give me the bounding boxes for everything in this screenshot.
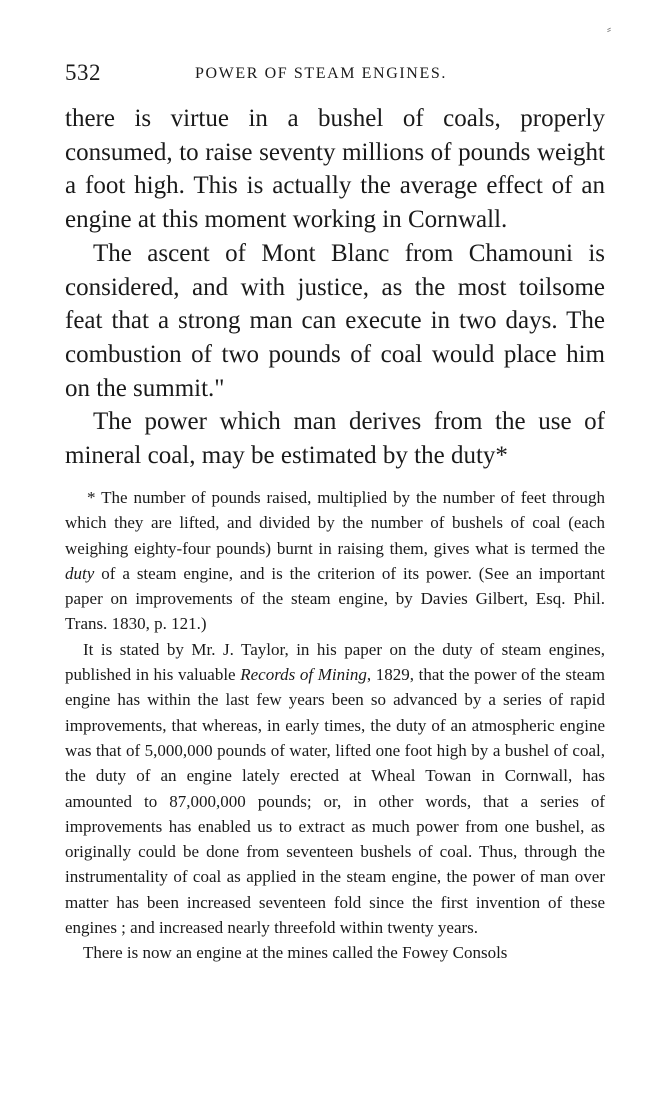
paragraph-3: The power which man derives from the use of mineral coal, may be estimated by the duty* <box>65 408 605 470</box>
footnote-1-text-a: * The number of pounds raised, multiplied by the number of feet through which they are lifted, and divided by the number of bushels of coal (each weighing eighty-four pounds) burnt in raising them, gives what is termed the <box>65 488 605 558</box>
footnote-2 <box>65 637 605 941</box>
page-number: 532 <box>65 60 101 85</box>
footnote-1 <box>65 485 605 637</box>
paragraph-2: The ascent of Mont Blanc from Chamouni is considered, and with justice, as the most toilsome feat that a strong man can execute in two days. The combustion of two pounds of coal would place him on the summit." <box>65 239 605 402</box>
footnote-2-text-b: , 1829, that the power of the steam engine has within the last few years been so advanced by a series of rapid improvements, that whereas, in early times, the duty of an atmospheric engine was that of 5,000,000 pounds of water, lifted one foot high by a bushel of coal, the duty of an engine lately erected at Wheal Towan in Cornwall, has amounted to 87,000,000 pounds; or, in other words, that a series of improvements has enabled us to extract as much power from one bushel, as originally could be done from seventeen bushels of coal. Thus, through the instrumentality of coal as applied in the steam engine, the power of man over matter has been increased seventeen fold since the first invention of these engines ; and increased nearly threefold within twenty years. <box>65 665 605 938</box>
footnotes <box>65 485 605 966</box>
paragraph-1: there is virtue in a bushel of coals, properly consumed, to raise seventy millions of pounds weight a foot high. This is actually the average effect of an engine at this moment working in Cornwall. <box>65 105 605 234</box>
footnote-2-italic: Records of Mining <box>240 665 367 685</box>
main-text <box>65 102 605 473</box>
footnote-1-text-b: of a steam engine, and is the criterion of its power. (See an important paper on improvements of the steam engine, by Davies Gilbert, Esq. Phil. Trans. 1830, p. 121.) <box>65 563 605 634</box>
footnote-1-italic: duty <box>65 563 95 583</box>
footnote-3: There is now an engine at the mines called the Fowey Consols <box>83 943 508 963</box>
running-title: POWER OF STEAM ENGINES. <box>195 65 447 82</box>
footnote-2-text-a: It is stated by Mr. J. Taylor, in his paper on the duty of steam engines, published in his valuable <box>65 639 605 685</box>
page-header <box>65 60 605 90</box>
page-speck: ⸗ <box>607 22 611 36</box>
